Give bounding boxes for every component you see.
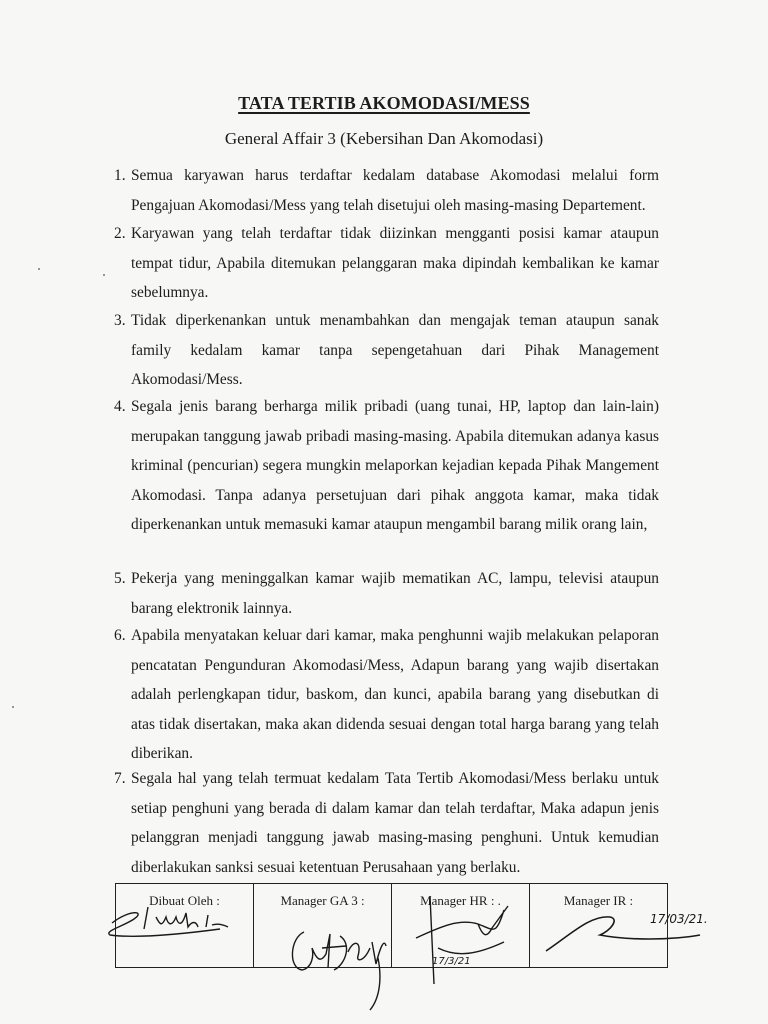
rule-number: 6. <box>114 627 126 644</box>
rule-number: 7. <box>114 770 126 787</box>
rule-text: Segala jenis barang berharga milik pribadi (uang tunai, HP, laptop dan lain-lain) merupakan tanggung jawab pribadi masing-masing. Apabila ditemukan adanya kasus kriminal (pencurian) segera mungkin melaporkan kejadian kepada Pihak Mangement Akomodasi. Tanpa adanya persetujuan dari pihak anggota kamar, maka tidak diperkenankan untuk memasuki kamar ataupun mengambil barang milik orang lain, <box>131 398 659 533</box>
rule-number: 4. <box>114 398 126 415</box>
signature-label: Dibuat Oleh : <box>149 893 220 908</box>
rule-item <box>114 306 659 395</box>
signature-label: Manager HR : . <box>420 893 501 908</box>
scan-speck <box>38 268 40 270</box>
rule-text: Apabila menyatakan keluar dari kamar, maka penghunni wajib melakukan pelaporan pencatatan Pengunduran Akomodasi/Mess, Adapun barang yang wajib disertakan adalah perlengkapan tidur, baskom, dan kunci, apabila barang yang disebutkan di atas tidak disertakan, maka akan didenda sesuai dengan total harga barang yang telah diberikan. <box>131 627 659 762</box>
rule-item <box>114 392 659 540</box>
rule-text: Segala hal yang telah termuat kedalam Tata Tertib Akomodasi/Mess berlaku untuk setiap penghuni yang berada di dalam kamar dan telah terdaftar, Maka adapun jenis pelanggran menjadi tanggung jawab masing-masing penghuni. Untuk kemudian diberlakukan sanksi sesuai ketentuan Perusahaan yang berlaku. <box>131 770 659 876</box>
signature-cell-manager-ir <box>530 884 667 967</box>
handwritten-date: 17/3/21 <box>432 956 471 967</box>
document-subtitle: General Affair 3 (Kebersihan Dan Akomodasi) <box>224 129 544 148</box>
rule-text: Pekerja yang meninggalkan kamar wajib mematikan AC, lampu, televisi ataupun barang elektronik lainnya. <box>131 570 659 617</box>
rule-item <box>114 764 659 882</box>
scan-speck <box>12 706 14 708</box>
signature-cell-manager-hr <box>392 884 530 967</box>
rule-item <box>114 219 659 308</box>
scan-speck <box>103 274 105 276</box>
signature-label: Manager IR : <box>563 893 634 908</box>
rule-item <box>114 564 659 623</box>
rule-number: 2. <box>114 225 126 242</box>
rule-item <box>114 161 659 220</box>
signature-table <box>115 883 668 968</box>
rule-number: 3. <box>114 312 126 329</box>
signature-cell-manager-ga <box>254 884 392 967</box>
rule-number: 5. <box>114 570 126 587</box>
signature-label: Manager GA 3 : <box>280 893 365 908</box>
handwritten-date: 17/03/21. <box>650 912 708 926</box>
document-title: TATA TERTIB AKOMODASI/MESS <box>238 93 530 113</box>
rule-number: 1. <box>114 167 126 184</box>
rule-text: Semua karyawan harus terdaftar kedalam database Akomodasi melalui form Pengajuan Akomodasi/Mess yang telah disetujui oleh masing-masing Departement. <box>131 167 659 214</box>
rule-text: Karyawan yang telah terdaftar tidak diizinkan mengganti posisi kamar ataupun tempat tidur, Apabila ditemukan pelanggaran maka dipindah kembalikan ke kamar sebelumnya. <box>131 225 659 301</box>
rule-text: Tidak diperkenankan untuk menambahkan dan mengajak teman ataupun sanak family kedalam kamar tanpa sepengetahuan dari Pihak Management Akomodasi/Mess. <box>131 312 659 388</box>
signature-cell-creator <box>116 884 254 967</box>
rule-item <box>114 621 659 769</box>
